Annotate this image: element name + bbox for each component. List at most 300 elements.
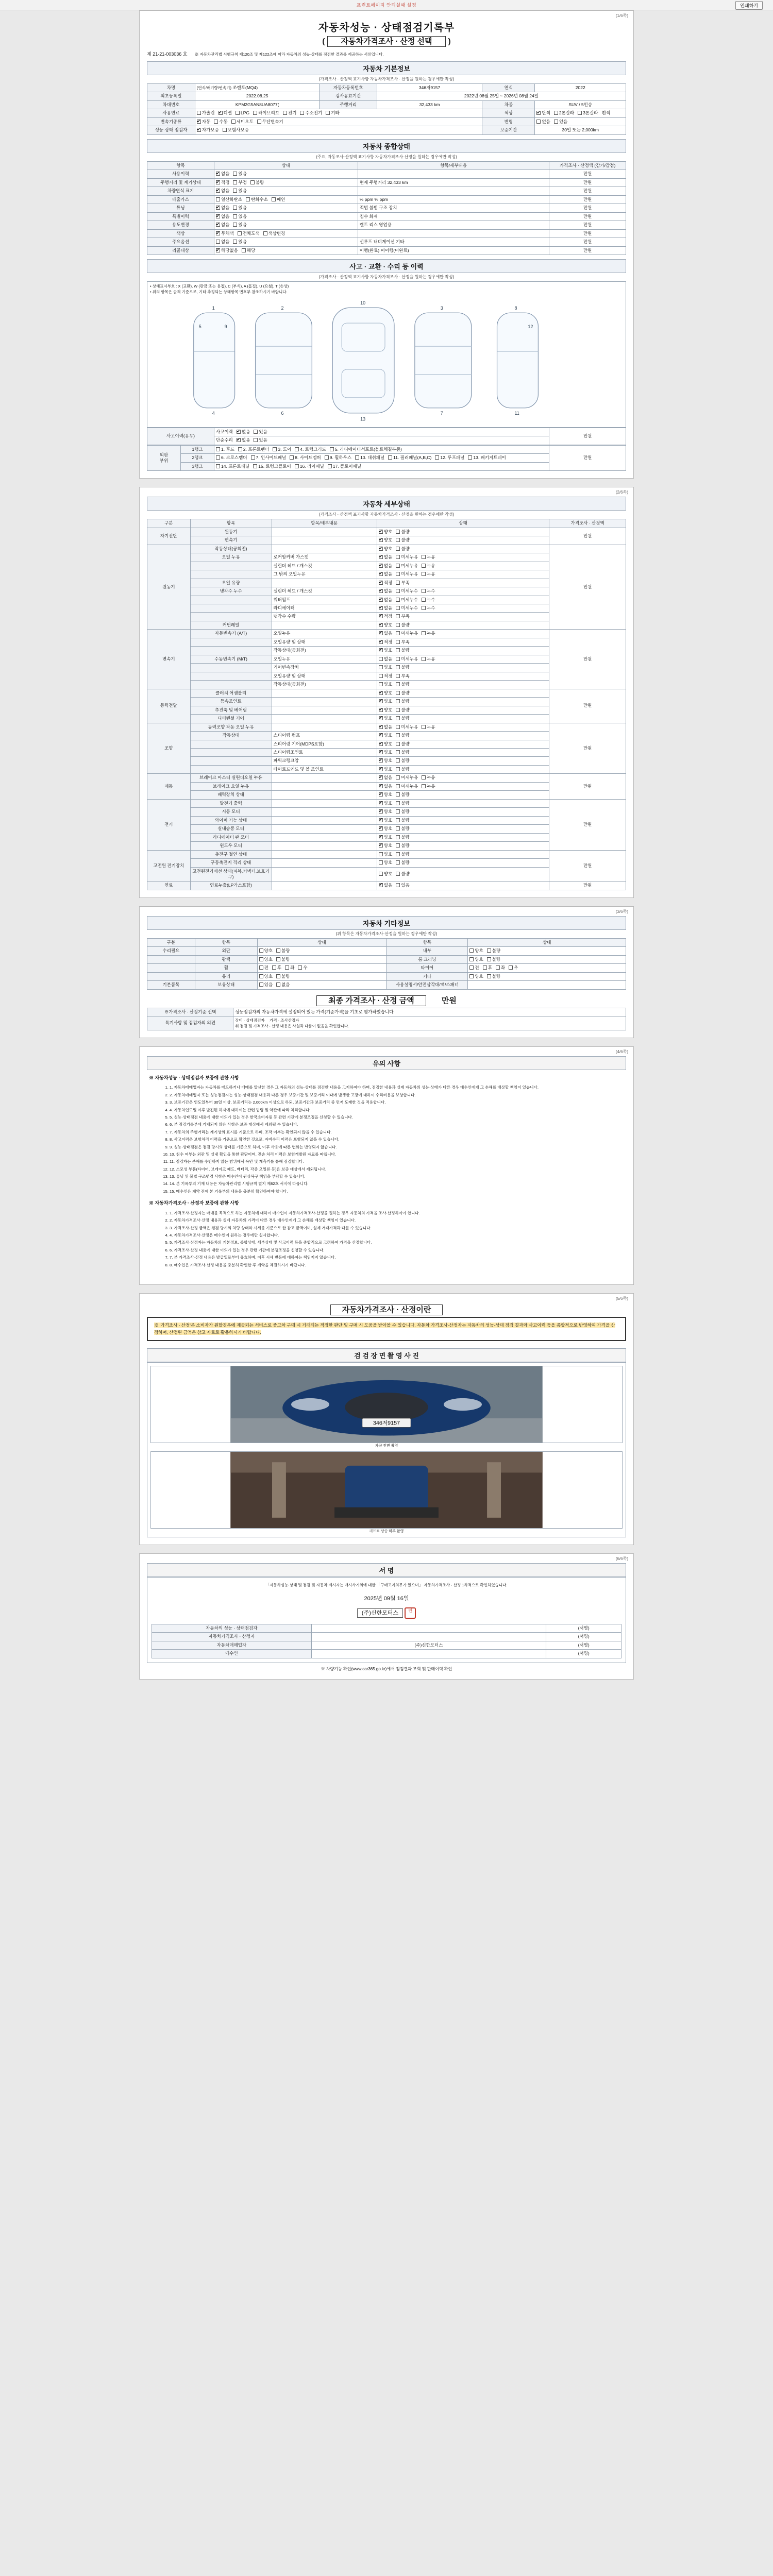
checkbox-icon[interactable] — [379, 538, 383, 542]
checkbox-icon[interactable] — [379, 699, 383, 703]
checkbox-icon[interactable] — [396, 775, 400, 779]
checkbox-icon[interactable] — [396, 606, 400, 610]
frame-item[interactable]: 2. 프론트펜더 — [238, 447, 270, 452]
checkbox-icon[interactable] — [238, 231, 242, 235]
signature-row-value[interactable] — [311, 1633, 546, 1641]
detail-opt-양호[interactable]: ✔ 양호 — [379, 835, 392, 840]
frame-item[interactable]: 11. 필러패널(A,B,C) — [388, 455, 431, 461]
detail-opt-양호[interactable]: ✔ 양호 — [379, 792, 392, 798]
other-opt-양호[interactable]: 양호 — [259, 974, 273, 979]
checkbox-icon[interactable] — [254, 438, 258, 442]
checkbox-icon[interactable] — [379, 835, 383, 839]
detail-opt-불량[interactable]: 불량 — [396, 852, 409, 857]
detail-opt-양호[interactable]: ✔ 양호 — [379, 690, 392, 696]
frame-item[interactable]: 10. 대쉬패널 — [355, 455, 384, 461]
overall-opt-일산화탄소[interactable]: 일산화탄소 — [216, 197, 242, 202]
overall-opt-불량[interactable]: 불량 — [250, 180, 264, 185]
transmission-option-자동[interactable]: ✔ 자동 — [197, 119, 210, 125]
checkbox-icon[interactable] — [396, 674, 400, 678]
detail-opt-불량[interactable]: 불량 — [396, 665, 409, 670]
detail-opt-양호[interactable]: ✔ 양호 — [379, 750, 392, 755]
checkbox-icon[interactable] — [259, 982, 263, 987]
guarantee-option-보험사보증[interactable]: 보험사보증 — [223, 127, 249, 133]
color-option-단색[interactable]: ✔ 단색 — [536, 110, 550, 116]
detail-opt-불량[interactable]: 불량 — [396, 750, 409, 755]
accident-opt-있음[interactable]: 있음 — [254, 429, 267, 435]
other-opts-b[interactable] — [468, 981, 626, 989]
detail-opt-양호[interactable]: ✔ 양호 — [379, 818, 392, 823]
color-option-3톤칼라[interactable]: 3톤칼라 — [578, 110, 598, 116]
detail-opt-불량[interactable]: 불량 — [396, 860, 409, 866]
detail-options[interactable] — [377, 825, 549, 833]
checkbox-icon[interactable] — [273, 447, 277, 451]
checkbox-icon[interactable] — [216, 206, 220, 210]
detail-opt-불량[interactable]: 불량 — [396, 818, 409, 823]
checkbox-icon[interactable] — [396, 792, 400, 796]
checkbox-icon[interactable] — [487, 957, 491, 961]
checkbox-icon[interactable] — [233, 214, 237, 218]
checkbox-icon[interactable] — [379, 682, 383, 686]
overall-opt-없음[interactable]: ✔ 없음 — [216, 171, 229, 177]
detail-options[interactable] — [377, 570, 549, 579]
detail-options[interactable] — [377, 604, 549, 613]
frame-item[interactable]: 4. 트렁크리드 — [295, 447, 326, 452]
detail-opt-양호[interactable]: ✔ 양호 — [379, 741, 392, 747]
checkbox-icon[interactable] — [379, 598, 383, 602]
frame-item[interactable]: 12. 루프패널 — [435, 455, 464, 461]
detail-opt-불량[interactable]: 불량 — [396, 546, 409, 552]
detail-opt-불량[interactable]: 불량 — [396, 843, 409, 849]
overall-opt-있음[interactable]: 있음 — [233, 239, 246, 245]
checkbox-icon[interactable] — [216, 180, 220, 184]
checkbox-icon[interactable] — [396, 818, 400, 822]
other-opt-불량[interactable]: 불량 — [276, 957, 290, 962]
checkbox-icon[interactable] — [295, 447, 299, 451]
checkbox-icon[interactable] — [379, 623, 383, 627]
checkbox-icon[interactable] — [216, 464, 220, 468]
overall-opt-있음[interactable]: 있음 — [233, 214, 246, 219]
checkbox-icon[interactable] — [233, 206, 237, 210]
overall-opt-없음[interactable]: ✔ 없음 — [216, 188, 229, 194]
detail-opt-불량[interactable]: 불량 — [396, 537, 409, 543]
detail-opt-없음[interactable]: ✔ 없음 — [379, 563, 392, 569]
checkbox-icon[interactable] — [379, 843, 383, 848]
detail-opt-미세누유[interactable]: 미세누유 — [396, 631, 418, 636]
signature-row-stamp[interactable]: (서명) — [546, 1650, 621, 1658]
detail-options[interactable] — [377, 664, 549, 672]
detail-opt-없음[interactable]: ✔ 없음 — [379, 571, 392, 577]
checkbox-icon[interactable] — [554, 111, 558, 115]
checkbox-icon[interactable] — [216, 455, 220, 460]
detail-options[interactable] — [377, 808, 549, 816]
detail-opt-미세누유[interactable]: 미세누유 — [396, 571, 418, 577]
checkbox-icon[interactable] — [379, 883, 383, 887]
checkbox-icon[interactable] — [396, 725, 400, 729]
checkbox-icon[interactable] — [396, 564, 400, 568]
checkbox-icon[interactable] — [396, 589, 400, 593]
checkbox-icon[interactable] — [379, 742, 383, 746]
detail-opt-누유[interactable]: 누유 — [422, 784, 435, 789]
checkbox-icon[interactable] — [422, 784, 426, 788]
fuel-option-디젤[interactable]: ✔ 디젤 — [219, 110, 232, 116]
other-opt-양호[interactable]: 양호 — [259, 957, 273, 962]
detail-opt-없음[interactable]: ✔ 없음 — [379, 588, 392, 594]
checkbox-icon[interactable] — [254, 430, 258, 434]
frame-item[interactable]: 3. 도어 — [273, 447, 291, 452]
checkbox-icon[interactable] — [396, 809, 400, 814]
checkbox-icon[interactable] — [578, 111, 582, 115]
detail-opt-누유[interactable]: 누유 — [422, 554, 435, 560]
checkbox-icon[interactable] — [237, 430, 241, 434]
overall-opt-전체도색[interactable]: 전체도색 — [238, 231, 260, 236]
checkbox-icon[interactable] — [379, 581, 383, 585]
detail-opt-양호[interactable]: ✔ 양호 — [379, 843, 392, 849]
overall-row-options[interactable] — [214, 187, 358, 195]
checkbox-icon[interactable] — [468, 455, 472, 460]
detail-opt-불량[interactable]: 불량 — [396, 792, 409, 798]
detail-options[interactable] — [377, 867, 549, 882]
other-opts-b[interactable] — [468, 955, 626, 963]
checkbox-icon[interactable] — [355, 455, 359, 460]
checkbox-icon[interactable] — [422, 657, 426, 661]
checkbox-icon[interactable] — [251, 455, 255, 460]
detail-opt-불량[interactable]: 불량 — [396, 835, 409, 840]
checkbox-icon[interactable] — [379, 640, 383, 644]
detail-opt-적정[interactable]: ✔ 적정 — [379, 580, 392, 586]
detail-opt-누유[interactable]: 누유 — [422, 775, 435, 781]
detail-opt-양호[interactable]: ✔ 양호 — [379, 767, 392, 772]
variant-option-없음[interactable]: 없음 — [536, 119, 550, 125]
guarantee-option-자가보증[interactable]: ✔ 자가보증 — [197, 127, 219, 133]
checkbox-icon[interactable] — [233, 223, 237, 227]
checkbox-icon[interactable] — [469, 974, 474, 978]
checkbox-icon[interactable] — [379, 572, 383, 576]
detail-opt-미세누유[interactable]: 미세누유 — [396, 563, 418, 569]
checkbox-icon[interactable] — [237, 438, 241, 442]
frame-item[interactable]: 8. 사이드멤버 — [290, 455, 321, 461]
detail-opt-불량[interactable]: 불량 — [396, 699, 409, 704]
checkbox-icon[interactable] — [259, 965, 263, 970]
detail-options[interactable] — [377, 553, 549, 562]
other-opt-불량[interactable]: 불량 — [276, 948, 290, 954]
overall-row-options[interactable] — [214, 195, 358, 204]
checkbox-icon[interactable] — [396, 860, 400, 865]
checkbox-icon[interactable] — [298, 965, 302, 970]
detail-opt-부족[interactable]: 부족 — [396, 639, 409, 645]
detail-options[interactable] — [377, 859, 549, 867]
simple-opt-있음[interactable]: 있음 — [254, 437, 267, 443]
detail-opt-양호[interactable]: ✔ 양호 — [379, 801, 392, 806]
overall-opt-있음[interactable]: 있음 — [233, 171, 246, 177]
detail-opt-미세누수[interactable]: 미세누수 — [396, 605, 418, 611]
checkbox-icon[interactable] — [216, 172, 220, 176]
detail-opt-양호[interactable]: 양호 — [379, 860, 392, 866]
variant-option-있음[interactable]: 있음 — [554, 119, 567, 125]
detail-opt-적정[interactable]: 적정 — [379, 673, 392, 679]
detail-options[interactable] — [377, 562, 549, 570]
other-opts-b[interactable] — [468, 964, 626, 972]
checkbox-icon[interactable] — [276, 957, 280, 961]
overall-opt-있음[interactable]: 있음 — [233, 222, 246, 228]
checkbox-icon[interactable] — [509, 965, 513, 970]
checkbox-icon[interactable] — [379, 767, 383, 771]
detail-options[interactable] — [377, 681, 549, 689]
detail-opt-적정[interactable]: ✔ 적정 — [379, 614, 392, 619]
detail-options[interactable] — [377, 748, 549, 756]
detail-opt-양호[interactable]: ✔ 양호 — [379, 537, 392, 543]
detail-opt-부족[interactable]: 부족 — [396, 614, 409, 619]
checkbox-icon[interactable] — [396, 631, 400, 635]
checkbox-icon[interactable] — [379, 818, 383, 822]
checkbox-icon[interactable] — [469, 965, 474, 970]
detail-opt-불량[interactable]: 불량 — [396, 622, 409, 628]
detail-opt-미세누유[interactable]: 미세누유 — [396, 656, 418, 662]
fuel-option-하이브리드[interactable]: 하이브리드 — [253, 110, 279, 116]
checkbox-icon[interactable] — [253, 464, 257, 468]
detail-options[interactable] — [377, 791, 549, 799]
checkbox-icon[interactable] — [396, 547, 400, 551]
checkbox-icon[interactable] — [276, 974, 280, 978]
detail-opt-없음[interactable]: ✔ 없음 — [379, 883, 392, 888]
detail-opt-불량[interactable]: 불량 — [396, 648, 409, 653]
checkbox-icon[interactable] — [396, 852, 400, 856]
overall-opt-없음[interactable]: 없음 — [216, 239, 229, 245]
detail-options[interactable] — [377, 706, 549, 714]
detail-options[interactable] — [377, 621, 549, 629]
frame-item[interactable]: 5. 라디에이터서포트(볼트체결부품) — [330, 447, 402, 452]
signature-row-value[interactable] — [311, 1650, 546, 1658]
transmission-option-세미오토[interactable]: 세미오토 — [231, 119, 254, 125]
checkbox-icon[interactable] — [396, 648, 400, 652]
detail-opt-불량[interactable]: 불량 — [396, 690, 409, 696]
detail-opt-불량[interactable]: 불량 — [396, 529, 409, 535]
detail-opt-없음[interactable]: ✔ 없음 — [379, 631, 392, 636]
checkbox-icon[interactable] — [396, 733, 400, 737]
detail-options[interactable] — [377, 850, 549, 858]
checkbox-icon[interactable] — [422, 572, 426, 576]
other-opt-후[interactable]: 후 — [483, 965, 492, 971]
checkbox-icon[interactable] — [197, 120, 201, 124]
checkbox-icon[interactable] — [290, 455, 294, 460]
checkbox-icon[interactable] — [231, 120, 236, 124]
detail-opt-양호[interactable]: ✔ 양호 — [379, 648, 392, 653]
frame-rank-items[interactable] — [214, 462, 549, 470]
other-opt-있음[interactable]: 있음 — [259, 982, 273, 988]
checkbox-icon[interactable] — [487, 948, 491, 953]
detail-opt-누유[interactable]: 누유 — [422, 563, 435, 569]
checkbox-icon[interactable] — [379, 826, 383, 831]
overall-opt-없음[interactable]: ✔ 없음 — [216, 222, 229, 228]
detail-options[interactable] — [377, 579, 549, 587]
accident-opt-없음[interactable]: ✔ 없음 — [237, 429, 250, 435]
frame-item[interactable]: 14. 프론트패널 — [216, 464, 249, 469]
detail-opt-불량[interactable]: 불량 — [396, 767, 409, 772]
detail-options[interactable] — [377, 715, 549, 723]
detail-options[interactable] — [377, 782, 549, 790]
checkbox-icon[interactable] — [379, 750, 383, 754]
detail-opt-양호[interactable]: 양호 — [379, 852, 392, 857]
detail-options[interactable] — [377, 882, 549, 890]
checkbox-icon[interactable] — [214, 120, 218, 124]
checkbox-icon[interactable] — [536, 111, 541, 115]
other-opt-우[interactable]: 우 — [298, 965, 307, 971]
detail-opt-부족[interactable]: 부족 — [396, 580, 409, 586]
other-opt-불량[interactable]: 불량 — [487, 957, 500, 962]
checkbox-icon[interactable] — [396, 699, 400, 703]
detail-opt-양호[interactable]: ✔ 양호 — [379, 758, 392, 764]
other-opts-a[interactable] — [257, 955, 386, 963]
detail-opt-양호[interactable]: ✔ 양호 — [379, 546, 392, 552]
frame-item[interactable]: 9. 휠하우스 — [325, 455, 351, 461]
detail-options[interactable] — [377, 655, 549, 663]
checkbox-icon[interactable] — [554, 120, 558, 124]
detail-options[interactable] — [377, 689, 549, 697]
checkbox-icon[interactable] — [379, 665, 383, 669]
checkbox-icon[interactable] — [396, 598, 400, 602]
checkbox-icon[interactable] — [396, 530, 400, 534]
detail-opt-누유[interactable]: 누유 — [422, 656, 435, 662]
detail-options[interactable] — [377, 630, 549, 638]
detail-opt-미세누수[interactable]: 미세누수 — [396, 588, 418, 594]
checkbox-icon[interactable] — [379, 809, 383, 814]
checkbox-icon[interactable] — [216, 248, 220, 252]
detail-options[interactable] — [377, 528, 549, 536]
checkbox-icon[interactable] — [216, 214, 220, 218]
detail-opt-누수[interactable]: 누수 — [422, 597, 435, 603]
detail-opt-미세누유[interactable]: 미세누유 — [396, 724, 418, 730]
checkbox-icon[interactable] — [379, 733, 383, 737]
checkbox-icon[interactable] — [379, 631, 383, 635]
detail-opt-누수[interactable]: 누수 — [422, 588, 435, 594]
checkbox-icon[interactable] — [396, 758, 400, 762]
overall-row-options[interactable] — [214, 170, 358, 178]
checkbox-icon[interactable] — [379, 775, 383, 779]
checkbox-icon[interactable] — [396, 572, 400, 576]
checkbox-icon[interactable] — [379, 792, 383, 796]
checkbox-icon[interactable] — [396, 883, 400, 887]
signature-row-stamp[interactable]: (서명) — [546, 1624, 621, 1632]
detail-opt-미세누유[interactable]: 미세누유 — [396, 775, 418, 781]
signature-row-stamp[interactable]: (서명) — [546, 1633, 621, 1641]
overall-row-options[interactable] — [214, 212, 358, 221]
frame-rank-items[interactable] — [214, 445, 549, 453]
checkbox-icon[interactable] — [396, 708, 400, 712]
checkbox-icon[interactable] — [328, 464, 332, 468]
checkbox-icon[interactable] — [276, 948, 280, 953]
checkbox-icon[interactable] — [379, 691, 383, 695]
checkbox-icon[interactable] — [379, 801, 383, 805]
detail-opt-누유[interactable]: 누유 — [422, 571, 435, 577]
checkbox-icon[interactable] — [379, 708, 383, 712]
checkbox-icon[interactable] — [326, 111, 330, 115]
checkbox-icon[interactable] — [396, 716, 400, 720]
checkbox-icon[interactable] — [330, 447, 334, 451]
detail-options[interactable] — [377, 723, 549, 731]
checkbox-icon[interactable] — [422, 606, 426, 610]
checkbox-icon[interactable] — [253, 111, 257, 115]
other-opts-b[interactable] — [468, 972, 626, 980]
overall-opt-없음[interactable]: ✔ 없음 — [216, 214, 229, 219]
other-opt-전[interactable]: 전 — [469, 965, 479, 971]
checkbox-icon[interactable] — [223, 128, 227, 132]
overall-opt-색상변경[interactable]: 색상변경 — [263, 231, 285, 236]
checkbox-icon[interactable] — [379, 648, 383, 652]
checkbox-icon[interactable] — [276, 982, 280, 987]
checkbox-icon[interactable] — [388, 455, 392, 460]
detail-opt-미세누수[interactable]: 미세누수 — [396, 597, 418, 603]
detail-opt-불량[interactable]: 불량 — [396, 716, 409, 721]
frame-rank-items[interactable] — [214, 454, 549, 462]
frame-item[interactable]: 15. 트렁크플로어 — [253, 464, 291, 469]
detail-options[interactable] — [377, 757, 549, 765]
checkbox-icon[interactable] — [216, 240, 220, 244]
checkbox-icon[interactable] — [396, 581, 400, 585]
fuel-option-LPG[interactable]: LPG — [236, 110, 249, 116]
checkbox-icon[interactable] — [197, 128, 201, 132]
detail-opt-없음[interactable]: 없음 — [379, 656, 392, 662]
checkbox-icon[interactable] — [396, 801, 400, 805]
detail-opt-불량[interactable]: 불량 — [396, 733, 409, 738]
detail-opt-양호[interactable]: ✔ 양호 — [379, 733, 392, 738]
frame-item[interactable]: 13. 패키지트레이 — [468, 455, 506, 461]
frame-item[interactable]: 6. 크로스멤버 — [216, 455, 247, 461]
detail-options[interactable] — [377, 613, 549, 621]
overall-row-options[interactable] — [214, 178, 358, 187]
checkbox-icon[interactable] — [422, 631, 426, 635]
checkbox-icon[interactable] — [396, 784, 400, 788]
overall-opt-해당[interactable]: 해당 — [242, 248, 255, 253]
checkbox-icon[interactable] — [396, 623, 400, 627]
detail-options[interactable] — [377, 587, 549, 596]
detail-opt-양호[interactable]: ✔ 양호 — [379, 826, 392, 832]
other-opt-양호[interactable]: 양호 — [259, 948, 273, 954]
checkbox-icon[interactable] — [396, 665, 400, 669]
checkbox-icon[interactable] — [396, 742, 400, 746]
overall-opt-탄화수소[interactable]: 탄화수소 — [246, 197, 268, 202]
overall-row-options[interactable] — [214, 238, 358, 246]
detail-options[interactable] — [377, 842, 549, 850]
checkbox-icon[interactable] — [396, 682, 400, 686]
checkbox-icon[interactable] — [379, 606, 383, 610]
overall-opt-부정[interactable]: 부정 — [233, 180, 246, 185]
checkbox-icon[interactable] — [259, 974, 263, 978]
detail-options[interactable] — [377, 816, 549, 824]
fuel-option-전기[interactable]: 전기 — [283, 110, 296, 116]
checkbox-icon[interactable] — [435, 455, 439, 460]
other-opt-양호[interactable]: 양호 — [469, 948, 483, 954]
fuel-option-가솔린[interactable]: 가솔린 — [197, 110, 215, 116]
detail-opt-미세누유[interactable]: 미세누유 — [396, 784, 418, 789]
checkbox-icon[interactable] — [325, 455, 329, 460]
checkbox-icon[interactable] — [233, 180, 237, 184]
detail-opt-불량[interactable]: 불량 — [396, 801, 409, 806]
checkbox-icon[interactable] — [396, 538, 400, 542]
detail-opt-부족[interactable]: 부족 — [396, 673, 409, 679]
checkbox-icon[interactable] — [295, 464, 299, 468]
other-opt-우[interactable]: 우 — [509, 965, 518, 971]
checkbox-icon[interactable] — [379, 614, 383, 618]
checkbox-icon[interactable] — [379, 872, 383, 876]
detail-opt-없음[interactable]: ✔ 없음 — [379, 597, 392, 603]
checkbox-icon[interactable] — [396, 872, 400, 876]
overall-opt-매연[interactable]: 매연 — [272, 197, 285, 202]
checkbox-icon[interactable] — [246, 197, 250, 201]
checkbox-icon[interactable] — [396, 843, 400, 848]
detail-options[interactable] — [377, 536, 549, 545]
checkbox-icon[interactable] — [422, 725, 426, 729]
checkbox-icon[interactable] — [379, 860, 383, 865]
checkbox-icon[interactable] — [379, 674, 383, 678]
